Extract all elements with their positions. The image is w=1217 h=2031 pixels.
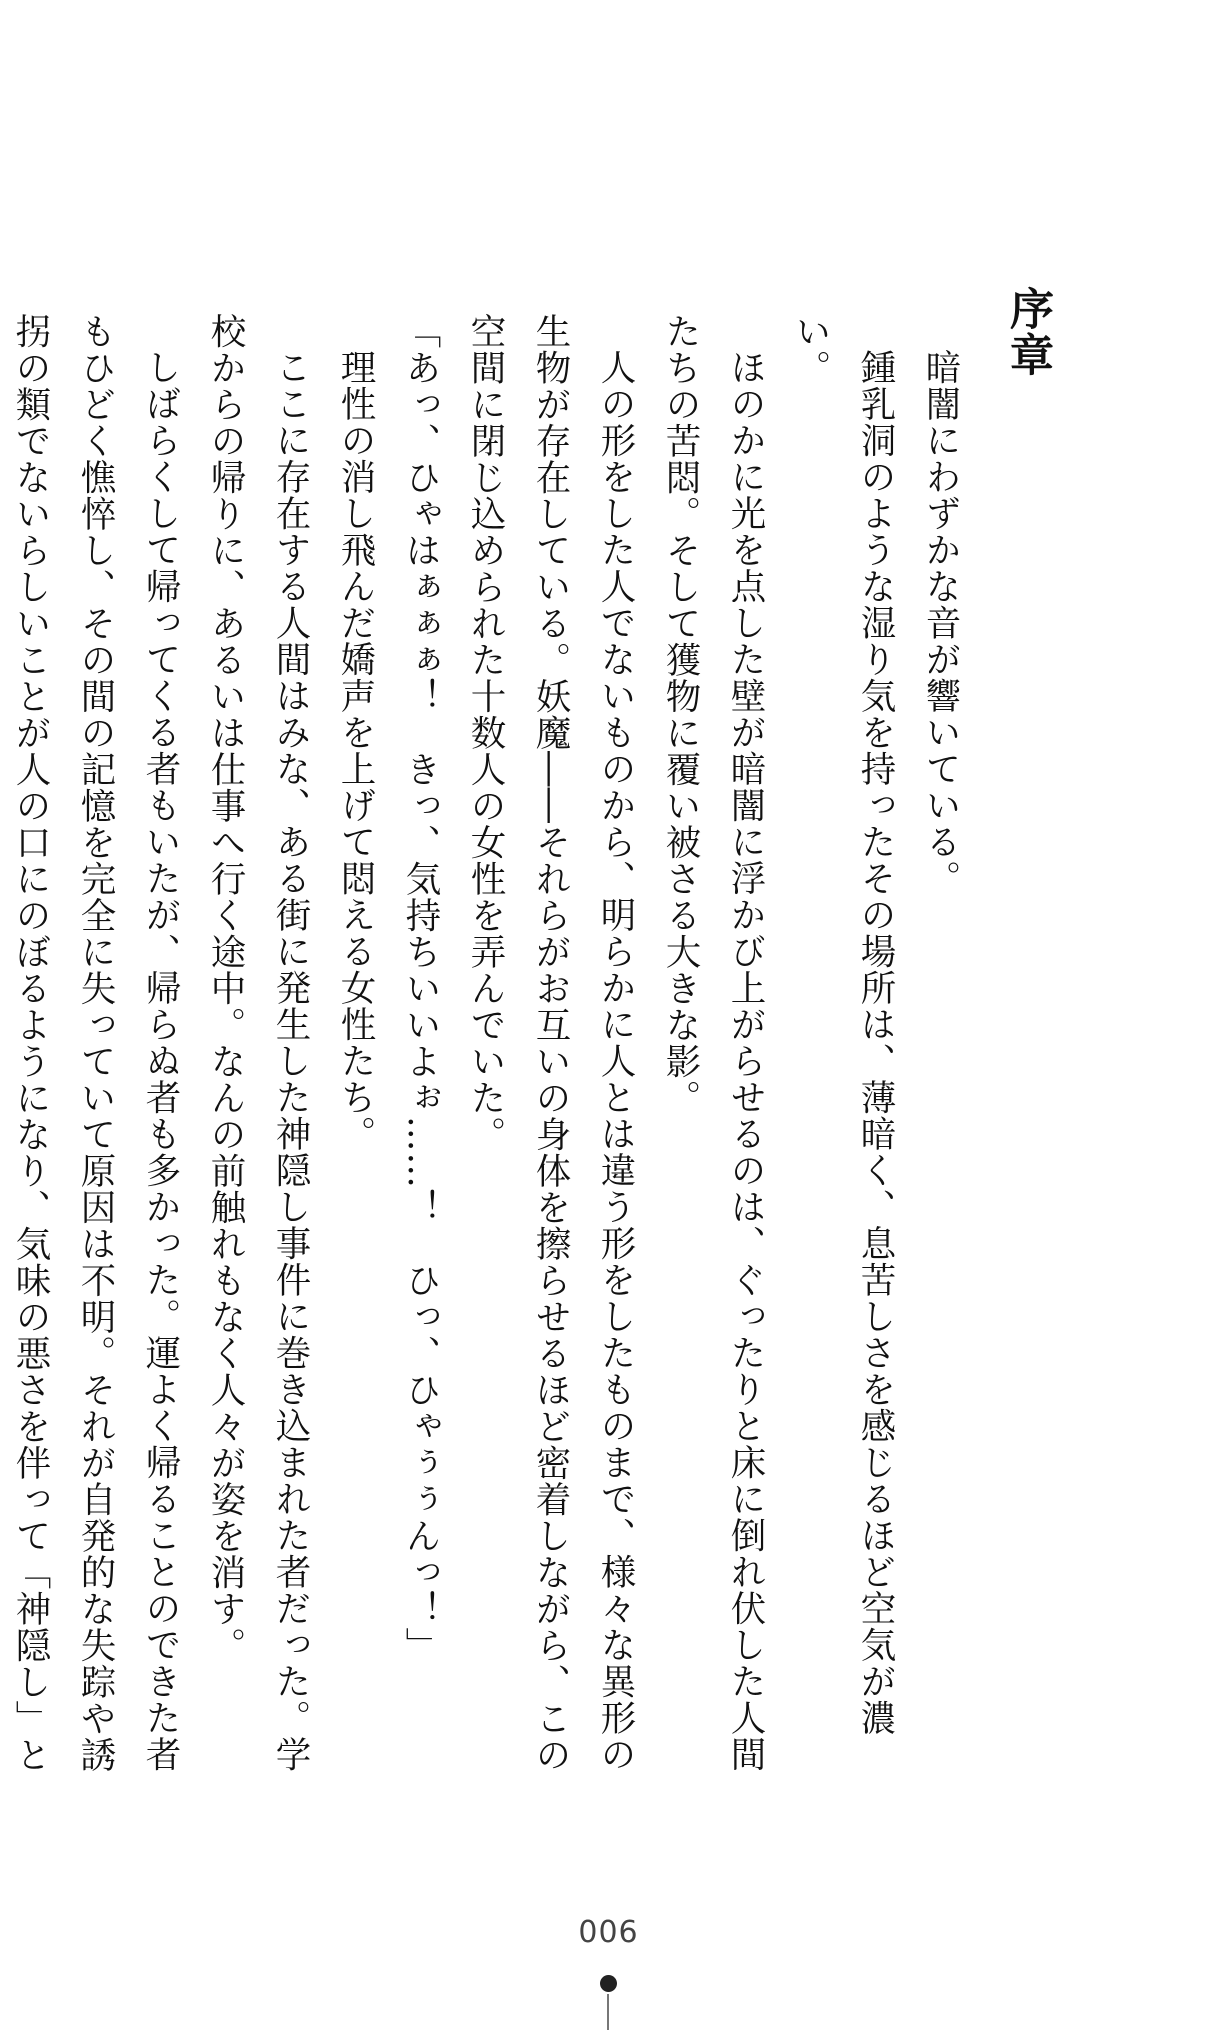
paragraph: ここに存在する人間はみな、ある街に発生した神隠し事件に巻き込まれた者だった。学校からの帰りに、あるいは仕事へ行く途中。なんの前触れもなく人々が姿を消す。: [205, 313, 311, 1772]
paragraph: 人の形をした人でないものから、明らかに人とは違う形をしたものまで、様々な異形の生物が存在している。妖魔――それらがお互いの身体を擦らせるほど密着しながら、この空間に閉じ込められた十数人の女性を弄んでいた。: [465, 313, 636, 1773]
paragraph: ほのかに光を点した壁が暗闇に浮かび上がらせるのは、ぐったりと床に倒れ伏した人間たちの苦悶。そして獲物に覆い被さる大きな影。: [660, 313, 766, 1772]
dialogue-paragraph: 「あっ、ひゃはぁぁぁ！ きっ、気持ちいいよぉ……！ ひっ、ひゃぅぅんっ！」: [400, 313, 441, 1664]
paragraph: しばらくして帰ってくる者もいたが、帰らぬ者も多かった。運よく帰ることのできた者もひどく憔悴し、その間の記憶を完全に失っていて原因は不明。それが自発的な失踪や誘拐の類でないらしいことが人の口にのぼるようになり、気味の悪さを伴って「神隠し」と: [10, 313, 181, 1773]
paragraph: 鍾乳洞のような湿り気を持ったその場所は、薄暗く、息苦しさを感じるほど空気が濃い。: [790, 313, 896, 1736]
page-number: 006: [578, 1915, 639, 1950]
page-marker-dot-icon: [600, 1975, 617, 1992]
page-marker-line: [607, 1994, 609, 2030]
paragraph: 理性の消し飛んだ嬌声を上げて悶える女性たち。: [335, 348, 376, 1152]
chapter-title: 序章: [1002, 286, 1053, 378]
body-text: [0, 313, 973, 1803]
paragraph: 暗闇にわずかな音が響いている。: [920, 348, 961, 896]
